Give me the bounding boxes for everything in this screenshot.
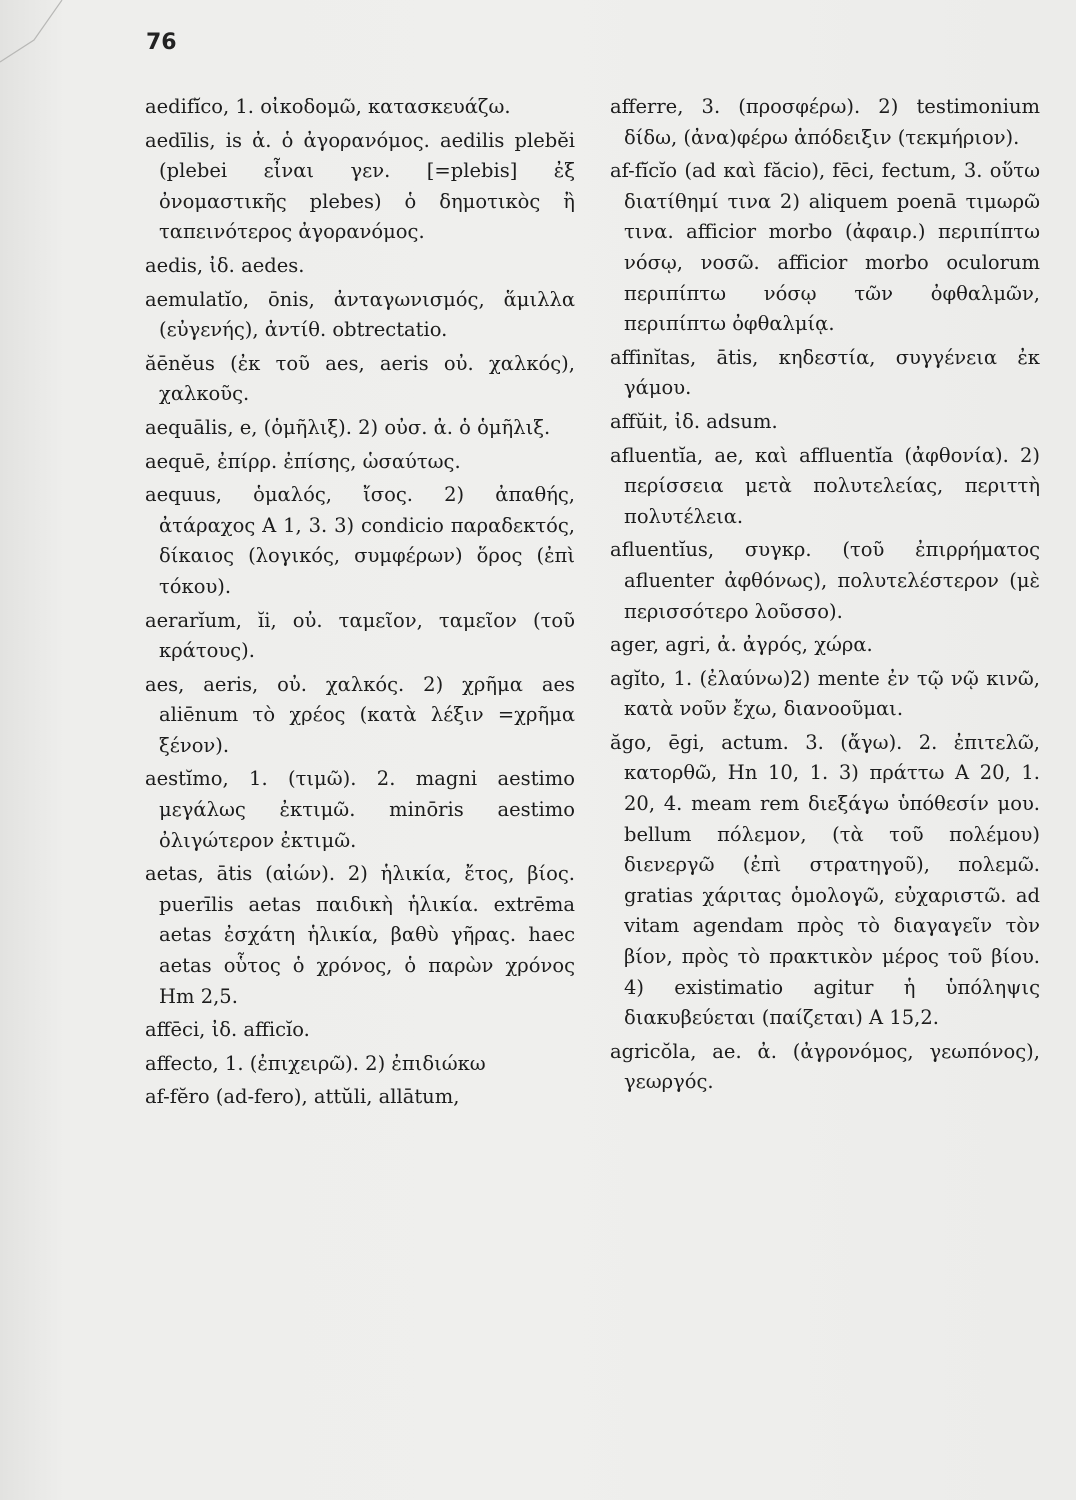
- dictionary-entry: affēci, ἰδ. afficĭo.: [145, 1018, 310, 1042]
- dictionary-entry: ăgo, ēgi, actum. 3. (ἄγω). 2. ἐπιτελῶ, κατορθῶ, Hn 10, 1. 3) πράττω Α 20, 1. 20, 4. meam rem διεξάγω ὑπόθεσίν μου. bellum πόλεμον, (τὰ τοῦ πολέμου) διενεργῶ (ἐπὶ στρατηγοῦ), πολεμῶ. gratias χάριτας ὁμολογῶ, εὐχαριστῶ. ad vitam agendam πρὸς τὸ διαγαγεῖν τὸν βίον, πρὸς τὸ πρακτικὸν μέρος τοῦ βίου. 4) existimatio agitur ἡ ὑπόληψις διακυβεύεται (παίζεται) Α 15,2.: [610, 730, 1040, 1030]
- dictionary-entry: afluentĭus, συγκρ. (τοῦ ἐπιρρήματος afluenter ἀφθόνως), πολυτελέστερον (μὲ περισσότερο λοῦσσο).: [610, 538, 1040, 623]
- dictionary-entry: agricŏla, ae. ἀ. (ἀγρονόμος, γεωπόνος), γεωργός.: [610, 1039, 1040, 1094]
- dictionary-entry: af-fĭcĭo (ad καὶ făcio), fēci, fectum, 3. οὕτω διατίθημί τινα 2) aliquem poenā τιμωρῶ τινα. afficior morbo (ἀφαιρ.) περιπίπτω νόσῳ, νοσῶ. afficior morbo oculorum περιπίπτω νόσῳ τῶν ὀφθαλμῶν, περιπίπτω ὀφθαλμίᾳ.: [610, 159, 1040, 336]
- dictionary-entry: aequālis, e, (ὁμῆλιξ). 2) οὐσ. ἀ. ὁ ὁμῆλιξ.: [145, 415, 551, 439]
- dictionary-entry: aes, aeris, οὐ. χαλκός. 2) χρῆμα aes aliēnum τὸ χρέος (κατὰ λέξιν =χρῆμα ξένον).: [145, 672, 575, 757]
- left-column: [145, 92, 575, 1116]
- dictionary-entry: afferre, 3. (προσφέρω). 2) testimonium δίδω, (ἀνα)φέρω ἀπόδειξιν (τεκμήριον).: [610, 95, 1040, 149]
- dictionary-entry: aequus, ὁμαλός, ἴσος. 2) ἀπαθής, ἀτάραχος Α 1, 3. 3) condicio παραδεκτός, δίκαιος (λογικός, συμφέρων) ὅρος (ἐπὶ τόκου).: [145, 483, 575, 598]
- page-number: 76: [146, 30, 177, 55]
- right-column: [610, 92, 1040, 1101]
- dictionary-entry: aequē, ἐπίρρ. ἐπίσης, ὡσαύτως.: [145, 449, 461, 473]
- dictionary-entry: ager, agri, ἀ. ἀγρός, χώρα.: [610, 633, 873, 657]
- dictionary-entry: agĭto, 1. (ἐλαύνω)2) mente ἐν τῷ νῷ κινῶ, κατὰ νοῦν ἔχω, διανοοῦμαι.: [610, 666, 1040, 721]
- dictionary-entry: affinĭtas, ātis, κηδεστία, συγγένεια ἐκ γάμου.: [610, 345, 1040, 400]
- dictionary-entry: affŭit, ἰδ. adsum.: [610, 409, 778, 433]
- dictionary-entry: afluentĭa, ae, καὶ affluentĭa (ἀφθονία). 2) περίσσεια μετὰ πολυτελείας, περιττὴ πολυτέλεια.: [610, 443, 1040, 528]
- dictionary-entry: affecto, 1. (ἐπιχειρῶ). 2) ἐπιδιώκω: [145, 1051, 486, 1075]
- dictionary-entry: aedis, ἰδ. aedes.: [145, 253, 305, 277]
- page-corner-crease: [0, 0, 70, 70]
- dictionary-entry: aestĭmo, 1. (τιμῶ). 2. magni aestimo μεγάλως ἐκτιμῶ. minōris aestimo ὀλιγώτερον ἐκτιμῶ.: [145, 767, 575, 852]
- dictionary-entry: aemulatĭo, ōnis, ἀνταγωνισμός, ἅμιλλα (εὐγενής), ἀντίθ. obtrectatio.: [145, 287, 575, 342]
- dictionary-entry: aedifĭco, 1. οἰκοδομῶ, κατασκευάζω.: [145, 95, 511, 118]
- dictionary-entry: aedīlis, is ἀ. ὁ ἀγορανόμος. aedilis plebĕi (plebei εἶναι γεν. [=plebis] ἐξ ὀνομαστικῆς plebes) ὁ δημοτικὸς ἢ ταπεινότερος ἀγορανόμος.: [145, 128, 575, 244]
- dictionary-entry: ăēnĕus (ἐκ τοῦ aes, aeris οὐ. χαλκός), χαλκοῦς.: [145, 351, 575, 406]
- dictionary-entry: aerarĭum, ĭi, οὐ. ταμεῖον, ταμεῖον (τοῦ κράτους).: [145, 608, 575, 663]
- dictionary-entry: aetas, ātis (αἰών). 2) ἡλικία, ἔτος, βίος. puerīlis aetas παιδικὴ ἡλικία. extrēma aetas ἐσχάτη ἡλικία, βαθὺ γῆρας. haec aetas οὗτος ὁ χρόνος, ὁ παρὼν χρόνος Hm 2,5.: [145, 862, 575, 1008]
- dictionary-entry: af-fĕro (ad-fero), attŭli, allātum,: [145, 1085, 460, 1109]
